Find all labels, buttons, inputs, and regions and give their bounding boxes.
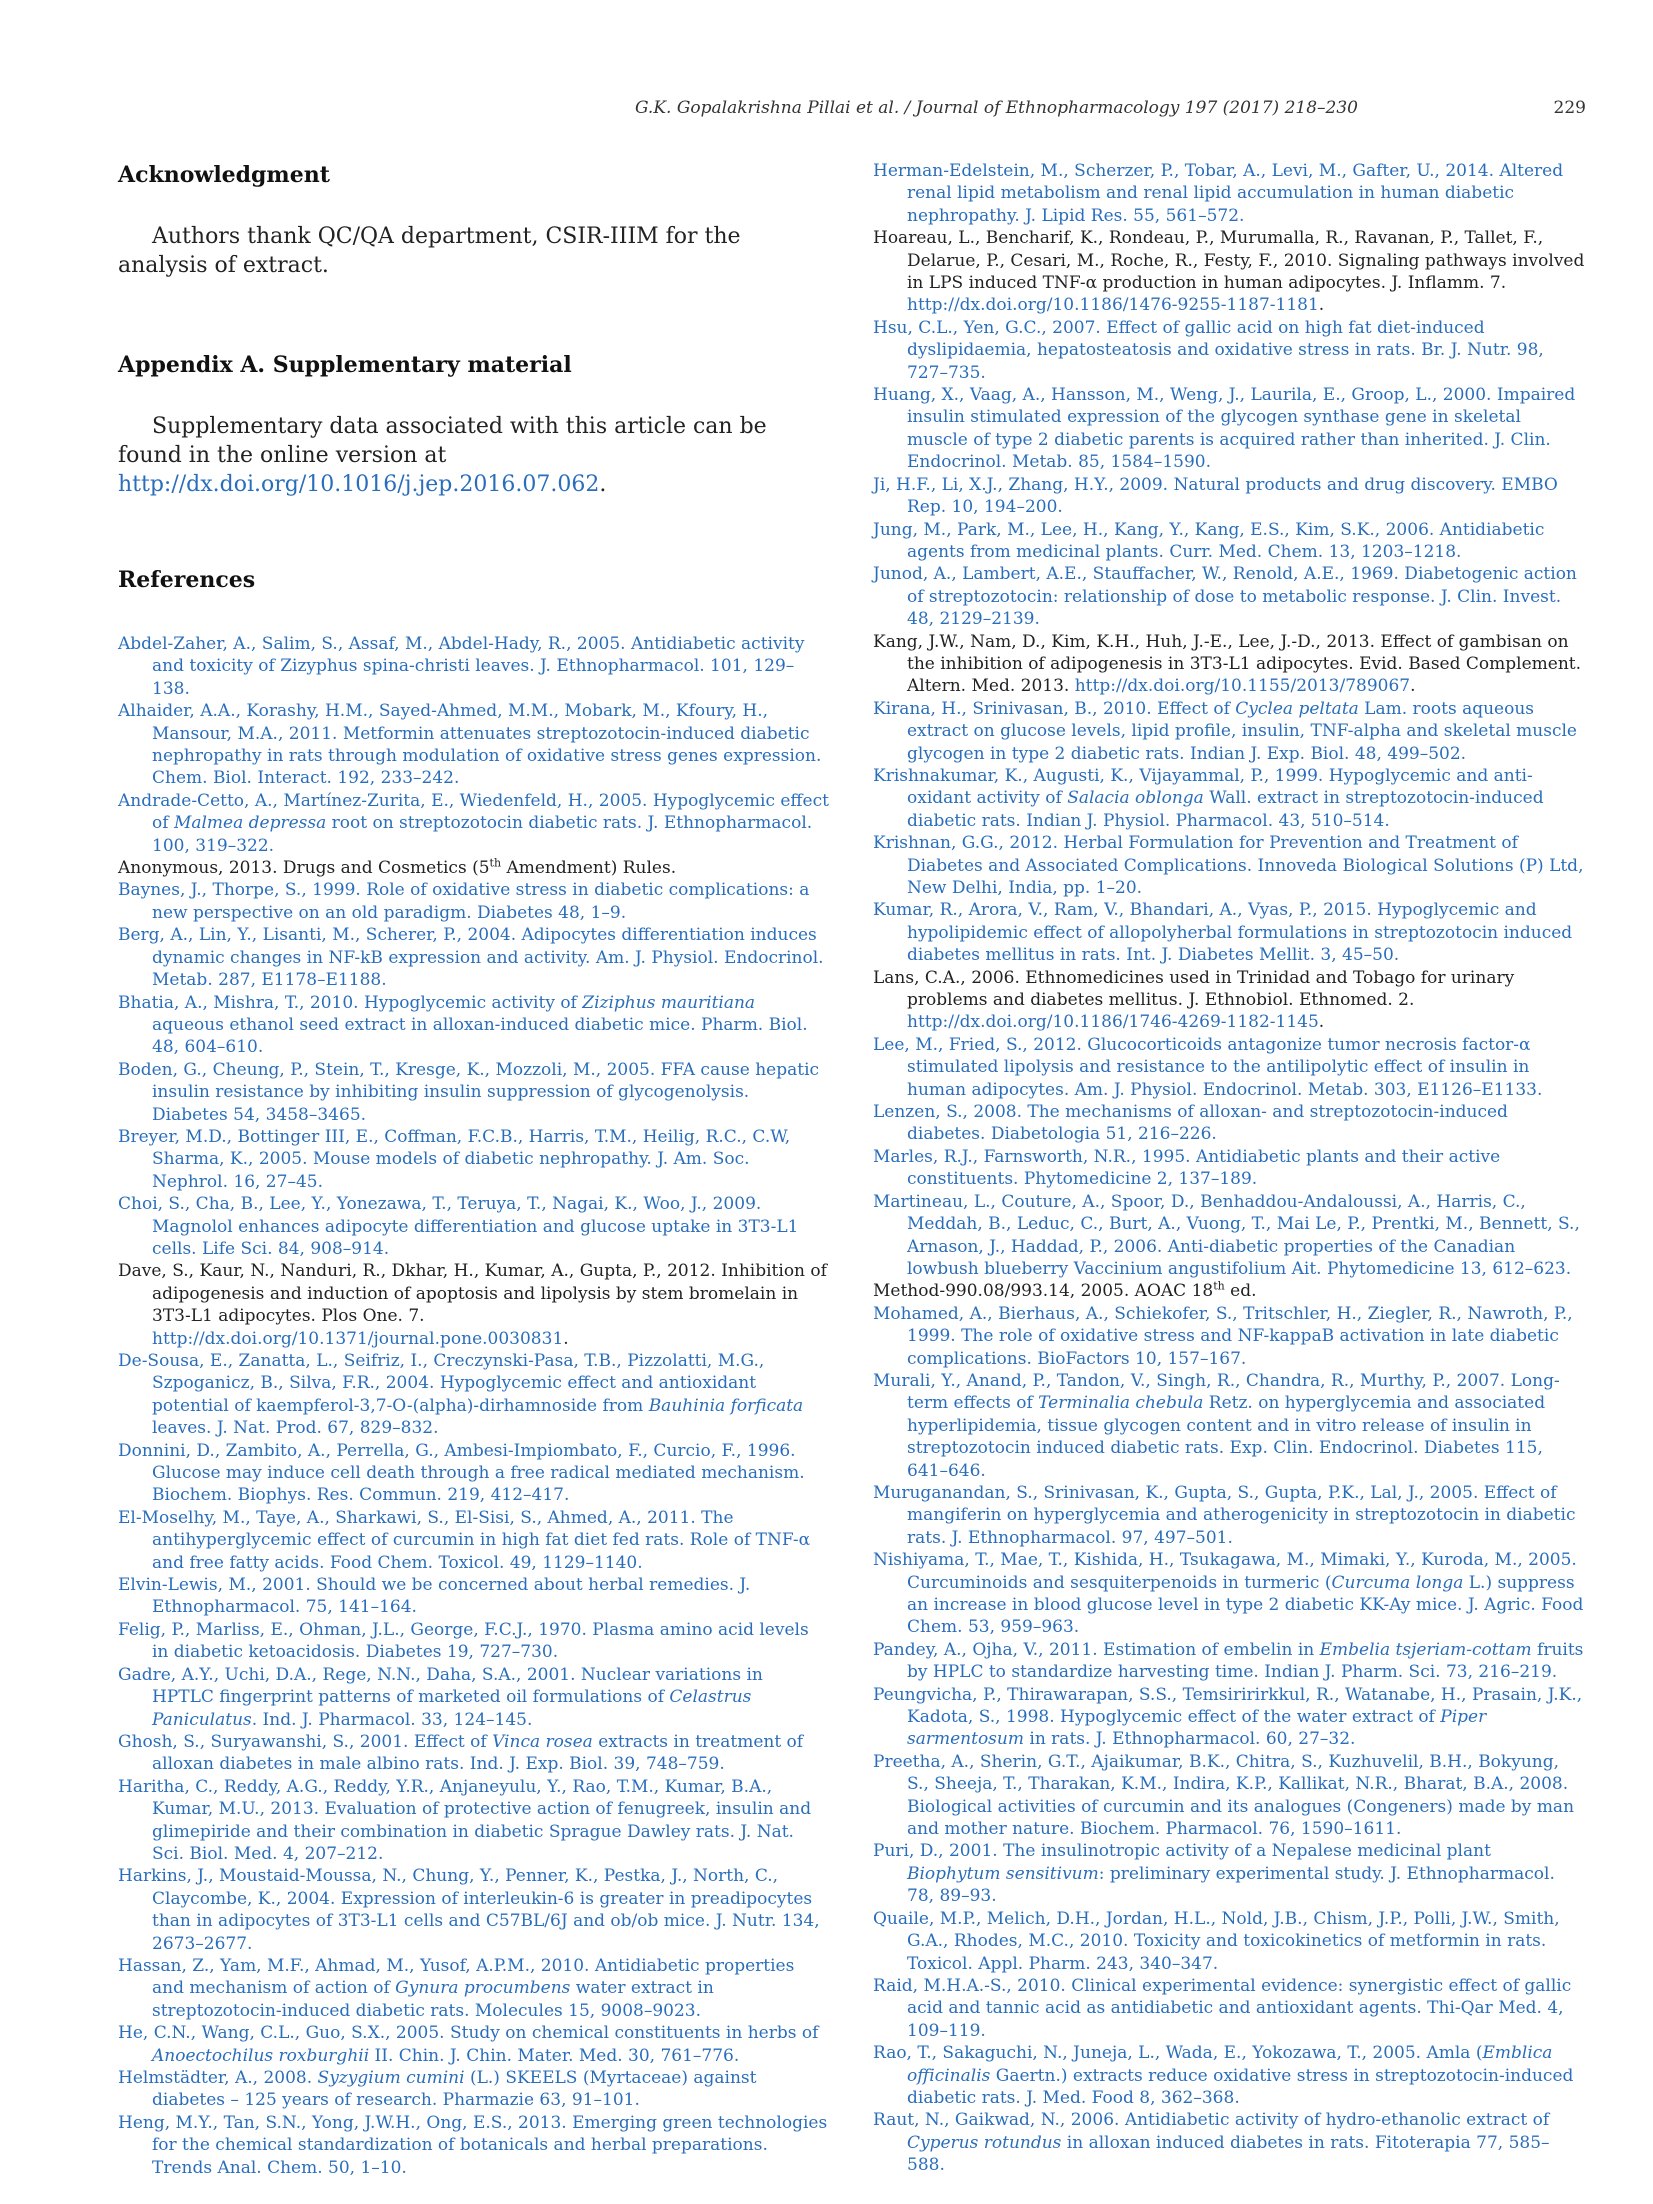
reference-text: root on streptozotocin diabetic rats. J. Ethnopharmacol. 100, 319–322. bbox=[152, 813, 813, 856]
reference-entry[interactable] bbox=[873, 1549, 1585, 1639]
doi-link[interactable]: http://dx.doi.org/10.1186/1476-9255-1187-1181 bbox=[907, 295, 1319, 316]
reference-text: in alloxan induced diabetes in rats. Fitoterapia 77, 585–588. bbox=[907, 2132, 1550, 2176]
reference-entry[interactable] bbox=[873, 899, 1585, 966]
reference-text: Retz. on hyperglycemia and associated hyperlipidemia, tissue glycogen content and in vitro release of insulin in streptozotocin induced diabetic rats. Exp. Clin. Endocrinol. Diabetes 115, 641–646. bbox=[907, 1393, 1546, 1481]
reference-entry[interactable] bbox=[873, 474, 1585, 519]
reference-text: Hoareau, L., Bencharif, K., Rondeau, P., Murumalla, R., Ravanan, P., Tallet, F., Delarue, P., Cesari, M., Roche, R., Festy, F., 2010. Signaling pathways involved in LPS induced TNF-α production in human adipocytes. J. Inflamm. 7. bbox=[873, 228, 1585, 294]
species-name: Gynura procumbens bbox=[395, 1978, 571, 1999]
species-name: Cyclea peltata bbox=[1235, 698, 1359, 719]
reference-text: Method-990.08/993.14, 2005. AOAC 18 bbox=[873, 1281, 1214, 1302]
reference-text: Ji, H.F., Li, X.J., Zhang, H.Y., 2009. Natural products and drug discovery. EMBO Rep. 10, 194–200. bbox=[873, 474, 1558, 518]
species-name: Ziziphus mauritiana bbox=[582, 992, 756, 1013]
reference-text: Quaile, M.P., Melich, D.H., Jordan, H.L., Nold, J.B., Chism, J.P., Polli, J.W., Smith, G.A., Rhodes, M.C., 2010. Toxicity and toxicokinetics of metformin in rats. Toxicol. Appl. Pharm. 243, 340–347. bbox=[873, 1908, 1560, 1974]
supplementary-doi-link[interactable]: http://dx.doi.org/10.1016/j.jep.2016.07.062 bbox=[118, 472, 600, 497]
reference-text: Gaertn.) extracts reduce oxidative stress in streptozotocin-induced diabetic rats. J. Med. Food 8, 362–368. bbox=[907, 2065, 1574, 2108]
reference-entry[interactable] bbox=[873, 2109, 1585, 2176]
species-name: Celastrus Paniculatus bbox=[152, 1687, 752, 1730]
species-name: Syzygium cumini bbox=[317, 2068, 465, 2088]
reference-entry[interactable] bbox=[873, 1482, 1585, 1549]
reference-text: Peungvicha, P., Thirawarapan, S.S., Temsiririrkkul, R., Watanabe, H., Prasain, J.K., Kadota, S., 1998. Hypoglycemic effect of the water extract of bbox=[873, 1684, 1583, 1728]
reference-text: El-Moselhy, M., Taye, A., Sharkawi, S., El-Sisi, S., Ahmed, A., 2011. The antihyperglycemic effect of curcumin in high fat diet fed rats. Role of TNF-α and free fatty acids. Food Chem. Toxicol. 49, 1129–1140. bbox=[118, 1507, 811, 1573]
reference-text: Felig, P., Marliss, E., Ohman, J.L., George, F.C.J., 1970. Plasma amino acid levels in diabetic ketoacidosis. Diabetes 19, 727–730. bbox=[118, 1619, 809, 1663]
reference-text: Dave, S., Kaur, N., Nanduri, R., Dkhar, H., Kumar, A., Gupta, P., 2012. Inhibition of adipogenesis and induction of apoptosis and lipolysis by stem bromelain in 3T3-L1 adipocytes. Plos One. 7. bbox=[118, 1261, 827, 1327]
reference-text: leaves. J. Nat. Prod. 67, 829–832. bbox=[152, 1418, 439, 1439]
reference-entry[interactable] bbox=[118, 1664, 830, 1731]
acknowledgment-text: Authors thank QC/QA department, CSIR-IIIM for the analysis of extract. bbox=[118, 224, 741, 278]
species-name: Terminalia chebula bbox=[1038, 1393, 1204, 1414]
references-heading: References bbox=[118, 567, 256, 593]
reference-text: L.) suppress an increase in blood glucose level in type 2 diabetic KK-Ay mice. J. Agric. Food Chem. 53, 959–963. bbox=[907, 1572, 1584, 1638]
ordinal-superscript: th bbox=[489, 856, 502, 870]
reference-text: water extract in streptozotocin-induced diabetic rats. Molecules 15, 9008–9023. bbox=[152, 1978, 714, 2021]
reference-entry[interactable] bbox=[118, 2067, 830, 2112]
supplementary-text-after: . bbox=[599, 472, 607, 497]
reference-entry[interactable] bbox=[118, 700, 830, 790]
reference-text: aqueous ethanol seed extract in alloxan-induced diabetic mice. Pharm. Biol. 48, 604–610. bbox=[152, 1014, 808, 1058]
reference-entry[interactable] bbox=[118, 1126, 830, 1193]
reference-text: Boden, G., Cheung, P., Stein, T., Kresge, K., Mozzoli, M., 2005. FFA cause hepatic insulin resistance by inhibiting insulin suppression of glycogenolysis. Diabetes 54, 3458–3465. bbox=[118, 1059, 820, 1125]
reference-entry[interactable] bbox=[873, 2042, 1585, 2109]
reference-text: De-Sousa, E., Zanatta, L., Seifriz, I., Creczynski-Pasa, T.B., Pizzolatti, M.G., Szpoganicz, B., Silva, F.R., 2004. Hypoglycemic effect and antioxidant potential of kaempferol-3,7-O-(alpha)-dirhamnoside from bbox=[118, 1351, 765, 1416]
reference-text: Kang, J.W., Nam, D., Kim, K.H., Huh, J.-E., Lee, J.-D., 2013. Effect of gambisan on the inhibition of adipogenesis in 3T3-L1 adipocytes. Evid. Based Complement. Altern. Med. 2013. bbox=[873, 631, 1582, 697]
reference-entry[interactable] bbox=[873, 1639, 1585, 1684]
species-name: Curcuma longa bbox=[1331, 1572, 1464, 1593]
reference-text: Donnini, D., Zambito, A., Perrella, G., Ambesi-Impiombato, F., Curcio, F., 1996. Glucose may induce cell death through a free radical mediated mechanism. Biochem. Biophys. Res. Commun. 219, 412–417. bbox=[118, 1440, 805, 1506]
reference-text: Kirana, H., Srinivasan, B., 2010. Effect of bbox=[873, 698, 1236, 719]
reference-entry[interactable] bbox=[118, 924, 830, 991]
reference-text: Elvin-Lewis, M., 2001. Should we be concerned about herbal remedies. J. Ethnopharmacol. 75, 141–164. bbox=[118, 1575, 751, 1618]
reference-text: Lee, M., Fried, S., 2012. Glucocorticoids antagonize tumor necrosis factor-α stimulated lipolysis and resistance to the antilipolytic effect of insulin in human adipocytes. Am. J. Physiol. Endocrinol. Metab. 303, E1126–E1133. bbox=[873, 1034, 1543, 1100]
reference-entry[interactable] bbox=[873, 1303, 1585, 1370]
reference-entry[interactable] bbox=[118, 2112, 830, 2179]
reference-text: Anonymous, 2013. Drugs and Cosmetics (5 bbox=[118, 858, 490, 879]
reference-entry[interactable] bbox=[118, 790, 830, 857]
reference-text: Muruganandan, S., Srinivasan, K., Gupta, S., Gupta, P.K., Lal, J., 2005. Effect of mangiferin on hyperglycemia and atherogenicity in streptozotocin in diabetic rats. J. Ethnopharmacol. 97, 497–501. bbox=[873, 1482, 1576, 1548]
reference-entry[interactable] bbox=[873, 1975, 1585, 2042]
reference-text: He, C.N., Wang, C.L., Guo, S.X., 2005. Study on chemical constituents in herbs of bbox=[118, 2023, 819, 2044]
reference-text: Mohamed, A., Bierhaus, A., Schiekofer, S., Tritschler, H., Ziegler, R., Nawroth, P., 1999. The role of oxidative stress and NF-kappaB activation in late diabetic complications. BioFactors 10, 157–167. bbox=[873, 1303, 1573, 1369]
reference-text: Helmstädter, A., 2008. bbox=[118, 2068, 318, 2088]
reference-text: Hassan, Z., Yam, M.F., Ahmad, M., Yusof, A.P.M., 2010. Antidiabetic properties and mechanism of action of bbox=[118, 1955, 795, 1999]
species-name: Anoectochilus roxburghii bbox=[152, 2045, 370, 2066]
reference-text: extracts in treatment of alloxan diabetes in male albino rats. Ind. J. Exp. Biol. 39, 748–759. bbox=[152, 1731, 804, 1775]
reference-entry[interactable] bbox=[873, 1684, 1585, 1751]
reference-entry[interactable] bbox=[118, 1731, 830, 1776]
reference-text: Amendment) Rules. bbox=[501, 858, 677, 879]
species-name: Cyperus rotundus bbox=[907, 2132, 1062, 2153]
reference-text: . bbox=[1410, 676, 1416, 697]
supplementary-text-before: Supplementary data associated with this article can be found in the online version at bbox=[118, 414, 767, 468]
left-column bbox=[118, 160, 830, 2179]
species-name: Piper sarmentosum bbox=[907, 1707, 1487, 1750]
reference-entry bbox=[873, 227, 1585, 317]
reference-text: . Ind. J. Pharmacol. 33, 124–145. bbox=[251, 1709, 533, 1730]
reference-text: Alhaider, A.A., Korashy, H.M., Sayed-Ahmed, M.M., Mobark, M., Kfoury, H., Mansour, M.A., 2011. Metformin attenuates streptozotocin-induced diabetic nephropathy in rats through modulation of oxidative stress genes expression. Chem. Biol. Interact. 192, 233–242. bbox=[118, 701, 822, 789]
reference-entry[interactable] bbox=[118, 1865, 830, 1955]
reference-entry[interactable] bbox=[118, 992, 830, 1059]
reference-entry[interactable] bbox=[873, 317, 1585, 384]
reference-text: Marles, R.J., Farnsworth, N.R., 1995. Antidiabetic plants and their active constituents. Phytomedicine 2, 137–189. bbox=[873, 1146, 1501, 1190]
reference-text: Andrade-Cetto, A., Martínez-Zurita, E., Wiedenfeld, H., 2005. Hypoglycemic effect of bbox=[118, 790, 829, 834]
reference-entry[interactable] bbox=[873, 160, 1585, 227]
reference-entry bbox=[118, 857, 830, 879]
reference-text: Heng, M.Y., Tan, S.N., Yong, J.W.H., Ong, E.S., 2013. Emerging green technologies for the chemical standardization of botanicals and herbal preparations. Trends Anal. Chem. 50, 1–10. bbox=[118, 2112, 828, 2178]
reference-entry[interactable] bbox=[118, 1507, 830, 1574]
reference-entry[interactable] bbox=[118, 1440, 830, 1507]
reference-text: Pandey, A., Ojha, V., 2011. Estimation of embelin in bbox=[873, 1639, 1320, 1660]
doi-link[interactable]: http://dx.doi.org/10.1155/2013/789067 bbox=[1074, 676, 1411, 697]
reference-text: Krishnan, G.G., 2012. Herbal Formulation for Prevention and Treatment of Diabetes and Associated Complications. Innoveda Biological Solutions (P) Ltd, New Delhi, India, pp. 1–20. bbox=[873, 833, 1584, 898]
reference-text: Krishnakumar, K., Augusti, K., Vijayammal, P., 1999. Hypoglycemic and anti-oxidant activity of bbox=[873, 765, 1533, 809]
reference-entry bbox=[118, 1260, 830, 1350]
doi-link[interactable]: http://dx.doi.org/10.1186/1746-4269-1182-1145 bbox=[907, 1012, 1319, 1033]
acknowledgment-heading: Acknowledgment bbox=[118, 162, 330, 188]
reference-text: Jung, M., Park, M., Lee, H., Kang, Y., Kang, E.S., Kim, S.K., 2006. Antidiabetic agents from medicinal plants. Curr. Med. Chem. 13, 1203–1218. bbox=[873, 519, 1545, 562]
reference-entry[interactable] bbox=[873, 1191, 1585, 1281]
species-name: Embelia tsjeriam-cottam bbox=[1319, 1639, 1532, 1660]
journal-citation: G.K. Gopalakrishna Pillai et al. / Journal of Ethnopharmacology 197 (2017) 218–230 bbox=[634, 98, 1358, 118]
running-header bbox=[118, 98, 1586, 124]
reference-text: Ghosh, S., Suryawanshi, S., 2001. Effect of bbox=[118, 1731, 493, 1752]
reference-text: Breyer, M.D., Bottinger III, E., Coffman, F.C.B., Harris, T.M., Heilig, R.C., C.W, Sharma, K., 2005. Mouse models of diabetic nephropathy. J. Am. Soc. Nephrol. 16, 27–45. bbox=[118, 1126, 791, 1192]
supplementary-text bbox=[118, 412, 830, 499]
reference-entry[interactable] bbox=[873, 832, 1585, 899]
ordinal-superscript: th bbox=[1213, 1279, 1225, 1293]
reference-entry[interactable] bbox=[118, 1574, 830, 1619]
reference-text: Lans, C.A., 2006. Ethnomedicines used in Trinidad and Tobago for urinary problems and diabetes mellitus. J. Ethnobiol. Ethnomed. 2. bbox=[873, 967, 1515, 1011]
reference-text: ed. bbox=[1224, 1281, 1257, 1302]
reference-entry[interactable] bbox=[118, 1350, 830, 1440]
reference-text: Raid, M.H.A.-S., 2010. Clinical experimental evidence: synergistic effect of gallic acid and tannic acid as antidiabetic and antioxidant agents. Thi-Qar Med. 4, 109–119. bbox=[873, 1975, 1572, 2041]
reference-text: Wall. extract in streptozotocin-induced diabetic rats. Indian J. Physiol. Pharmacol. 43, 510–514. bbox=[907, 788, 1544, 831]
reference-text: . bbox=[563, 1328, 569, 1349]
species-name: Salacia oblonga bbox=[1067, 788, 1204, 809]
reference-entry[interactable] bbox=[118, 1955, 830, 2022]
reference-text: Bhatia, A., Mishra, T., 2010. Hypoglycemic activity of bbox=[118, 992, 583, 1013]
page-number: 229 bbox=[1553, 98, 1586, 118]
reference-entry[interactable] bbox=[873, 1101, 1585, 1146]
reference-entry[interactable] bbox=[873, 1908, 1585, 1975]
reference-text: . bbox=[1318, 295, 1325, 316]
reference-entry[interactable] bbox=[873, 519, 1585, 564]
reference-entry[interactable] bbox=[118, 879, 830, 924]
reference-text: Junod, A., Lambert, A.E., Stauffacher, W., Renold, A.E., 1969. Diabetogenic action of streptozotocin: relationship of dose to metabolic response. J. Clin. Invest. 48, 2129–2139. bbox=[873, 564, 1577, 630]
reference-entry[interactable] bbox=[873, 765, 1585, 832]
reference-text: : preliminary experimental study. J. Ethnopharmacol. 78, 89–93. bbox=[907, 1863, 1555, 1907]
right-column bbox=[873, 160, 1585, 2177]
reference-text: Gadre, A.Y., Uchi, D.A., Rege, N.N., Daha, S.A., 2001. Nuclear variations in HPTLC fingerprint patterns of marketed oil formulations of bbox=[118, 1664, 763, 1708]
reference-entry[interactable] bbox=[873, 1034, 1585, 1101]
reference-text: Haritha, C., Reddy, A.G., Reddy, Y.R., Anjaneyulu, Y., Rao, T.M., Kumar, B.A., Kumar, M.U., 2013. Evaluation of protective action of fenugreek, insulin and glimepiride and their combination in diabetic Sprague Dawley rats. J. Nat. Sci. Biol. Med. 4, 207–212. bbox=[118, 1776, 812, 1864]
reference-text: Nishiyama, T., Mae, T., Kishida, H., Tsukagawa, M., Mimaki, Y., Kuroda, M., 2005. Curcuminoids and sesquiterpenoids in turmeric ( bbox=[873, 1550, 1577, 1593]
reference-text: Puri, D., 2001. The insulinotropic activity of a Nepalese medicinal plant bbox=[873, 1841, 1491, 1862]
reference-entry[interactable] bbox=[873, 1751, 1585, 1841]
reference-text: Lam. roots aqueous extract on glucose levels, lipid profile, insulin, TNF-alpha and skeletal muscle glycogen in type 2 diabetic rats. Indian J. Exp. Biol. 48, 499–502. bbox=[907, 698, 1577, 764]
reference-entry[interactable] bbox=[118, 1619, 830, 1664]
reference-text: Berg, A., Lin, Y., Lisanti, M., Scherer, P., 2004. Adipocytes differentiation induces dynamic changes in NF-kB expression and activity. Am. J. Physiol. Endocrinol. Metab. 287, E1178–E1188. bbox=[118, 925, 824, 991]
reference-text: Huang, X., Vaag, A., Hansson, M., Weng, J., Laurila, E., Groop, L., 2000. Impaired insulin stimulated expression of the glycogen synthase gene in skeletal muscle of type 2 diabetic parents is acquired rather than inherited. J. Clin. Endocrinol. Metab. 85, 1584–1590. bbox=[873, 385, 1576, 473]
species-name: Biophytum sensitivum bbox=[907, 1863, 1099, 1884]
reference-text: Murali, Y., Anand, P., Tandon, V., Singh, R., Chandra, R., Murthy, P., 2007. Long-term effects of bbox=[873, 1370, 1560, 1414]
reference-entry[interactable] bbox=[118, 1193, 830, 1260]
reference-entry[interactable] bbox=[873, 1840, 1585, 1907]
reference-entry[interactable] bbox=[118, 1059, 830, 1126]
reference-text: Lenzen, S., 2008. The mechanisms of alloxan- and streptozotocin-induced diabetes. Diabetologia 51, 216–226. bbox=[873, 1102, 1508, 1145]
reference-entry[interactable] bbox=[118, 1776, 830, 1866]
reference-entry bbox=[873, 1280, 1585, 1302]
species-name: Malmea depressa bbox=[173, 813, 327, 834]
doi-link[interactable]: http://dx.doi.org/10.1371/journal.pone.0030831 bbox=[152, 1328, 564, 1349]
reference-text: Harkins, J., Moustaid-Moussa, N., Chung, Y., Penner, K., Pestka, J., North, C., Claycombe, K., 2004. Expression of interleukin-6 is greater in preadipocytes than in adipocytes of 3T3-L1 cells and C57BL/6J and ob/ob mice. J. Nutr. 134, 2673–2677. bbox=[118, 1866, 820, 1954]
reference-text: Preetha, A., Sherin, G.T., Ajaikumar, B.K., Chitra, S., Kuzhuvelil, B.H., Bokyung, S., Sheeja, T., Tharakan, K.M., Indira, K.P., Kallikat, N.R., Bharat, B.A., 2008. Biological activities of curcumin and its analogues (Congeners) made by man and mother nature. Biochem. Pharmacol. 76, 1590–1611. bbox=[873, 1751, 1575, 1840]
species-name: Bauhinia forficata bbox=[648, 1395, 804, 1416]
reference-text: Martineau, L., Couture, A., Spoor, D., Benhaddou-Andaloussi, A., Harris, C., Meddah, B., Leduc, C., Burt, A., Vuong, T., Mai Le, P., Prentki, M., Bennett, S., Arnason, J., Haddad, P., 2006. Anti-diabetic properties of the Canadian lowbush blueberry Vaccinium angustifolium Ait. Phytomedicine 13, 612–623. bbox=[873, 1191, 1580, 1279]
reference-entry[interactable] bbox=[873, 384, 1585, 474]
reference-text: (L.) SKEELS (Myrtaceae) against diabetes – 125 years of research. Pharmazie 63, 91–101. bbox=[152, 2068, 757, 2111]
reference-entry[interactable] bbox=[873, 563, 1585, 630]
reference-text: Raut, N., Gaikwad, N., 2006. Antidiabetic activity of hydro-ethanolic extract of bbox=[873, 2110, 1550, 2131]
reference-text: Choi, S., Cha, B., Lee, Y., Yonezawa, T., Teruya, T., Nagai, K., Woo, J., 2009. Magnolol enhances adipocyte differentiation and glucose uptake in 3T3-L1 cells. Life Sci. 84, 908–914. bbox=[118, 1194, 799, 1259]
reference-entry[interactable] bbox=[873, 1146, 1585, 1191]
reference-text: in rats. J. Ethnopharmacol. 60, 27–32. bbox=[1023, 1729, 1356, 1750]
reference-text: Rao, T., Sakaguchi, N., Juneja, L., Wada, E., Yokozawa, T., 2005. Amla ( bbox=[873, 2043, 1483, 2064]
reference-entry[interactable] bbox=[118, 2022, 830, 2067]
reference-text: Hsu, C.L., Yen, G.C., 2007. Effect of gallic acid on high fat diet-induced dyslipidaemia, hepatosteatosis and oxidative stress in rats. Br. J. Nutr. 98, 727–735. bbox=[873, 317, 1544, 383]
species-name: Emblica officinalis bbox=[907, 2043, 1553, 2086]
reference-entry[interactable] bbox=[118, 633, 830, 700]
species-name: Vinca rosea bbox=[492, 1731, 593, 1752]
reference-text: Baynes, J., Thorpe, S., 1999. Role of oxidative stress in diabetic complications: a new perspective on an old paradigm. Diabetes 48, 1–9. bbox=[118, 880, 810, 923]
reference-list-left bbox=[118, 633, 830, 2179]
reference-text: Kumar, R., Arora, V., Ram, V., Bhandari, A., Vyas, P., 2015. Hypoglycemic and hypolipidemic effect of allopolyherbal formulations in streptozotocin induced diabetes mellitus in rats. Int. J. Diabetes Mellit. 3, 45–50. bbox=[873, 900, 1573, 966]
reference-entry bbox=[873, 967, 1585, 1034]
reference-entry[interactable] bbox=[873, 698, 1585, 765]
reference-list-right bbox=[873, 160, 1585, 2177]
reference-text: II. Chin. J. Chin. Mater. Med. 30, 761–776. bbox=[369, 2045, 740, 2066]
reference-text: Herman-Edelstein, M., Scherzer, P., Tobar, A., Levi, M., Gafter, U., 2014. Altered renal lipid metabolism and renal lipid accumulation in human diabetic nephropathy. J. Lipid Res. 55, 561–572. bbox=[873, 161, 1564, 226]
reference-text: . bbox=[1318, 1012, 1325, 1033]
reference-text: Abdel-Zaher, A., Salim, S., Assaf, M., Abdel-Hady, R., 2005. Antidiabetic activity and toxicity of Zizyphus spina-christi leaves. J. Ethnopharmacol. 101, 129–138. bbox=[118, 634, 805, 699]
reference-text: fruits by HPLC to standardize harvesting time. Indian J. Pharm. Sci. 73, 216–219. bbox=[907, 1639, 1584, 1683]
reference-entry[interactable] bbox=[873, 1370, 1585, 1482]
reference-entry bbox=[873, 631, 1585, 698]
appendix-heading: Appendix A. Supplementary material bbox=[118, 352, 572, 378]
